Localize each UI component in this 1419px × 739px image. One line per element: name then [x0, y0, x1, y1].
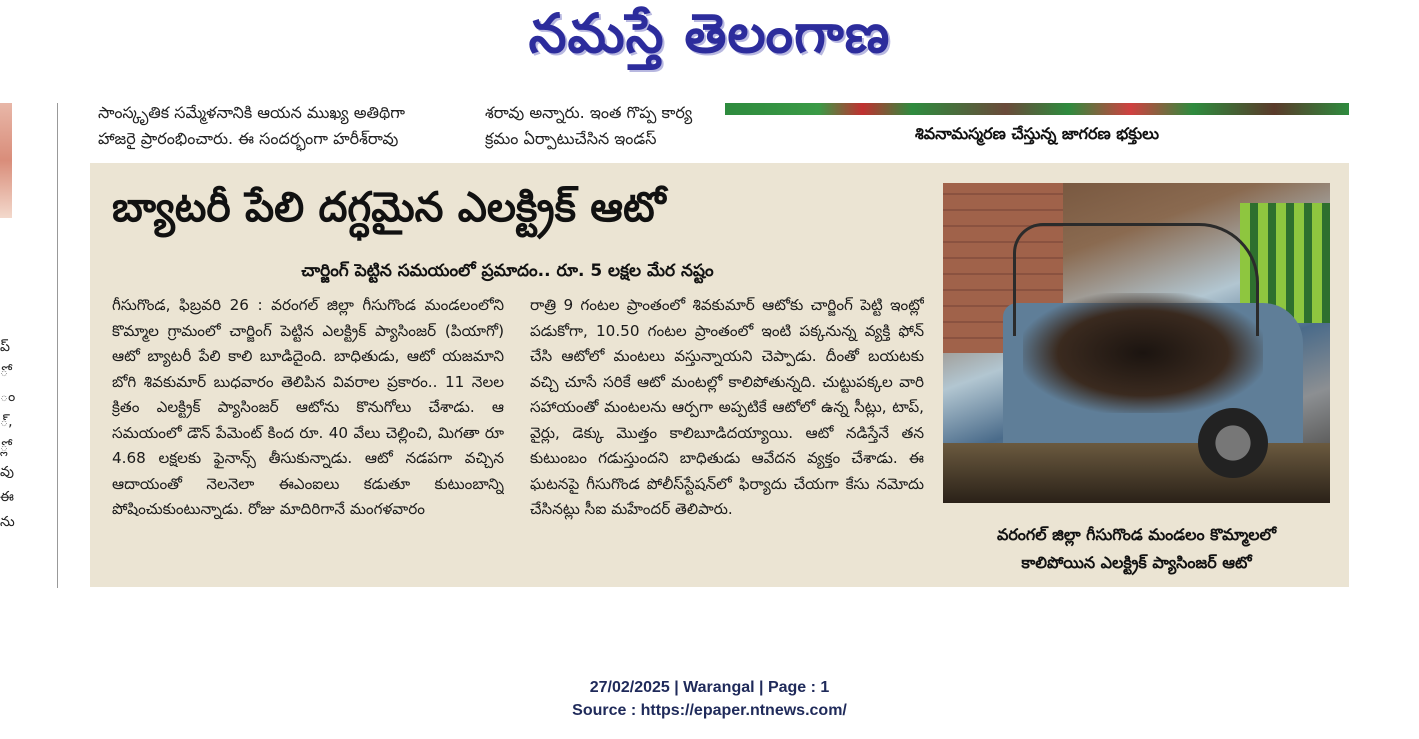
caption-line: కాలిపోయిన ఎలక్ట్రిక్ ప్యాసింజర్ ఆటో — [1021, 553, 1252, 572]
article-column-1 — [112, 293, 504, 573]
caption-line: వరంగల్ జిల్లా గీసుగొండ మండలం కొమ్మాలలో — [996, 525, 1277, 544]
strip-line: ప్ — [0, 339, 10, 355]
column-divider — [57, 103, 58, 588]
devotees-photo-caption: శివనామస్మరణ చేస్తున్న జాగరణ భక్తులు — [914, 124, 1160, 143]
photo-caption — [943, 521, 1330, 577]
article-column-2 — [530, 293, 924, 573]
strip-line: ్లో — [0, 439, 9, 455]
auto-frame — [1013, 223, 1259, 336]
article-body-text: గీసుగొండ, ఫిబ్రవరి 26 : వరంగల్ జిల్లా గీసుగొండ మండలంలోని కొమ్మాల గ్రామంలో చార్జింగ్ పెట్టిన ఎలక్ట్రిక్ ప్యాసింజర్ (పియాగో) ఆటో బ్యాటరీ పేలి కాలి బూడిదైంది. బాధితుడు, ఆటో యజమాని బోగి శివకుమార్ బుధవారం తెలిపిన వివరాల ప్రకారం.. 11 నెలల క్రితం ఎలక్ట్రిక్ ప్యాసింజర్ ఆటోను కొనుగోలు చేశాడు. ఆ సమయంలో డౌన్ పేమెంట్ కింద రూ. 40 వేలు చెల్లించి, మిగతా రూ 4.68 లక్షలకు ఫైనాన్స్ తీసుకున్నాడు. ఆటో నడపగా వచ్చిన ఆదాయంతో నెలనెలా ఈఎంఐలు కడుతూ కుటుంబాన్ని పోషించుకుంటున్నాడు. రోజు మాదిరిగానే మంగళవారం — [112, 296, 504, 518]
article-body-text: రాత్రి 9 గంటల ప్రాంతంలో శివకుమార్ ఆటోకు చార్జింగ్ పెట్టి ఇంట్లో పడుకోగా, 10.50 గంటల ప్రాంతంలో ఇంటి పక్కనున్న వ్యక్తి ఫోన్ చేసి ఆటోలో మంటలు వస్తున్నాయని చెప్పాడు. దీంతో బయటకు వచ్చి చూసే సరికే ఆటో మంటల్లో కాలిపోతున్నది. చుట్టుపక్కల వారి సహాయంతో మంటలను ఆర్పగా అప్పటికే ఆటోలో ఉన్న సీట్లు, టాప్, వైర్లు, డెక్కు మొత్తం కాలిబూడిదయ్యాయి. ఆటో నడిస్తేనే తన కుటుంబం గడుస్తుందని బాధితుడు ఆవేదన వ్యక్తం చేశాడు. ఈ ఘటనపై గీసుగొండ పోలీస్‌స్టేషన్‌లో ఫిర్యాదు చేయగా కేసు నమోదు చేసినట్లు సీఐ మహేందర్ తెలిపారు. — [530, 296, 924, 518]
previous-story-fragment-b — [485, 100, 715, 158]
strip-line: ను — [0, 514, 15, 530]
strip-line: వు — [0, 464, 14, 480]
page-footer — [0, 676, 1419, 722]
source-link[interactable]: Source : https://epaper.ntnews.com/ — [572, 702, 847, 719]
previous-article-photo-edge — [0, 103, 12, 218]
newspaper-title: నమస్తే తెలంగాణ — [528, 1, 891, 65]
previous-story-fragment-a — [98, 100, 463, 158]
strip-line: ్, — [0, 414, 13, 430]
article-headline: బ్యాటరీ పేలి దగ్ధమైన ఎలక్ట్రిక్ ఆటో — [112, 183, 666, 231]
news-article — [90, 163, 1349, 587]
article-subhead: చార్జింగ్ పెట్టిన సమయంలో ప్రమాదం.. రూ. 5 లక్షల మేర నష్టం — [301, 261, 714, 281]
strip-line: ం — [0, 389, 16, 405]
auto-wheel — [1198, 408, 1268, 478]
fragment-line: క్రమం ఏర్పాటుచేసిన ఇండస్ — [485, 129, 657, 148]
masthead — [0, 0, 1419, 80]
fragment-line: శరావు అన్నారు. ఇంత గొప్ప కార్య — [485, 103, 693, 122]
strip-line: ో — [0, 364, 9, 380]
ground — [943, 443, 1330, 503]
previous-article-text-edge — [0, 335, 20, 535]
devotees-photo-edge — [725, 103, 1349, 115]
fragment-line: సాంస్కృతిక సమ్మేళనానికి ఆయన ముఖ్య అతిథిగా — [98, 103, 406, 122]
fragment-line: హాజరై ప్రారంభించారు. ఈ సందర్భంగా హరీశ్‌రావు — [98, 129, 399, 148]
edition-info: 27/02/2025 | Warangal | Page : 1 — [589, 679, 830, 696]
burnt-auto-photo — [943, 183, 1330, 503]
strip-line: ఈ — [0, 489, 14, 505]
